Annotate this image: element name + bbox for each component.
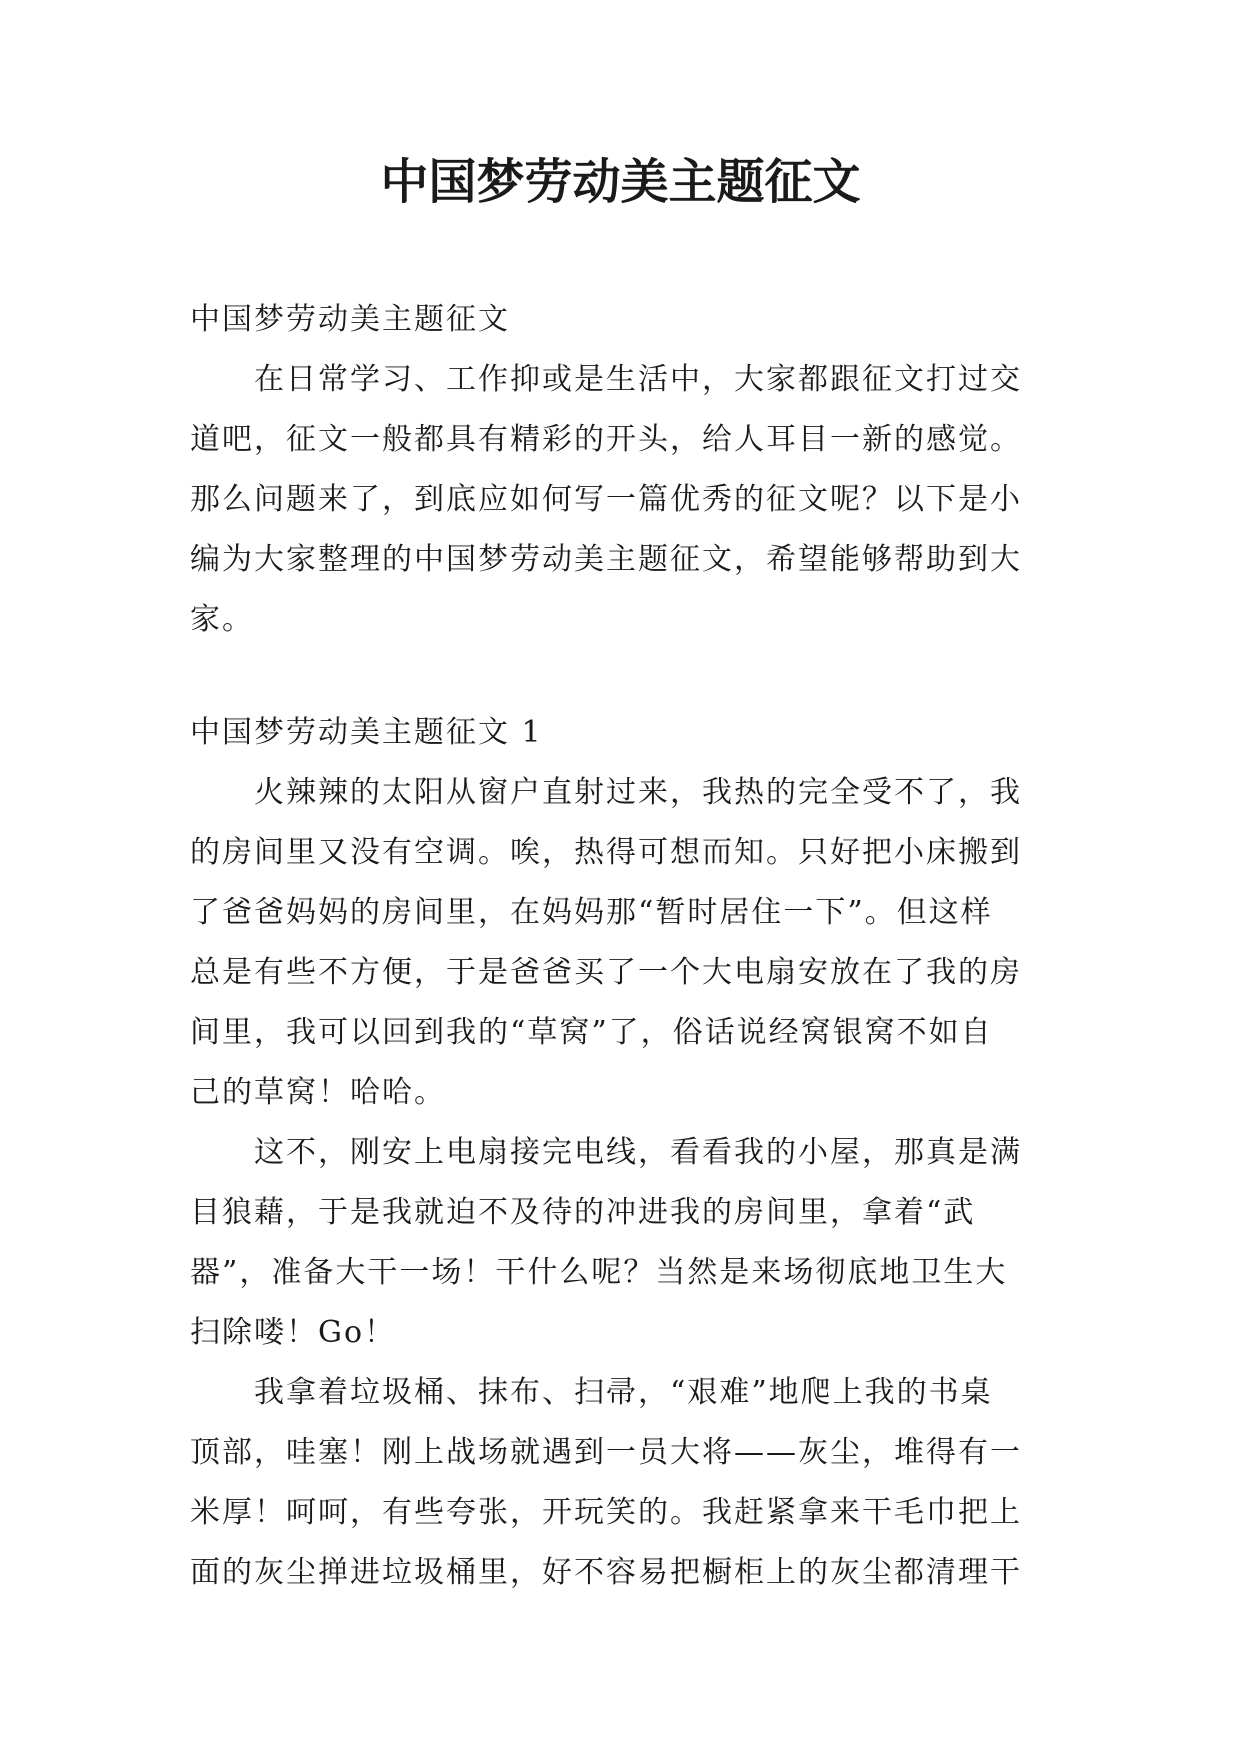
- paragraph-line: 我拿着垃圾桶、抹布、扫帚，“艰难”地爬上我的书桌: [254, 1375, 993, 1410]
- paragraph-line: 扫除喽！Go！: [190, 1315, 397, 1350]
- document-title: 中国梦劳动美主题征文: [380, 154, 861, 210]
- paragraph-line: 那么问题来了，到底应如何写一篇优秀的征文呢？以下是小: [190, 482, 1022, 517]
- section-heading: 中国梦劳动美主题征文 1: [190, 715, 543, 750]
- paragraph-line: 道吧，征文一般都具有精彩的开头，给人耳目一新的感觉。: [190, 422, 1022, 457]
- paragraph-line: 己的草窝！哈哈。: [190, 1075, 446, 1110]
- paragraph-line: 间里，我可以回到我的“草窝”了，俗话说经窝银窝不如自: [190, 1015, 993, 1050]
- paragraph-3: [190, 1363, 1058, 1603]
- paragraph-line: 米厚！呵呵，有些夸张，开玩笑的。我赶紧拿来干毛巾把上: [190, 1495, 1022, 1530]
- paragraph-2: [190, 1123, 1058, 1363]
- section-spacer: [190, 650, 1058, 703]
- intro-paragraph: [190, 350, 1058, 650]
- paragraph-1: [190, 763, 1058, 1123]
- paragraph-line: 编为大家整理的中国梦劳动美主题征文，希望能够帮助到大: [190, 542, 1022, 577]
- paragraph-line: 的房间里又没有空调。唉，热得可想而知。只好把小床搬到: [190, 835, 1022, 870]
- document-body: [190, 290, 1058, 1603]
- paragraph-line: 这不，刚安上电扇接完电线，看看我的小屋，那真是满: [254, 1135, 1022, 1170]
- paragraph-line: 在日常学习、工作抑或是生活中，大家都跟征文打过交: [254, 362, 1022, 397]
- paragraph-line: 顶部，哇塞！刚上战场就遇到一员大将——灰尘，堆得有一: [190, 1435, 1022, 1470]
- paragraph-line: 火辣辣的太阳从窗户直射过来，我热的完全受不了，我: [254, 775, 1022, 810]
- paragraph-line: 目狼藉，于是我就迫不及待的冲进我的房间里，拿着“武: [190, 1195, 976, 1230]
- paragraph-line: 器”，准备大干一场！干什么呢？当然是来场彻底地卫生大: [190, 1255, 1008, 1290]
- paragraph-line: 面的灰尘掸进垃圾桶里，好不容易把橱柜上的灰尘都清理干: [190, 1555, 1022, 1590]
- intro-heading: 中国梦劳动美主题征文: [190, 302, 510, 337]
- paragraph-line: 了爸爸妈妈的房间里，在妈妈那“暂时居住一下”。但这样: [190, 895, 993, 930]
- paragraph-line: 家。: [190, 602, 254, 637]
- paragraph-line: 总是有些不方便，于是爸爸买了一个大电扇安放在了我的房: [190, 955, 1022, 990]
